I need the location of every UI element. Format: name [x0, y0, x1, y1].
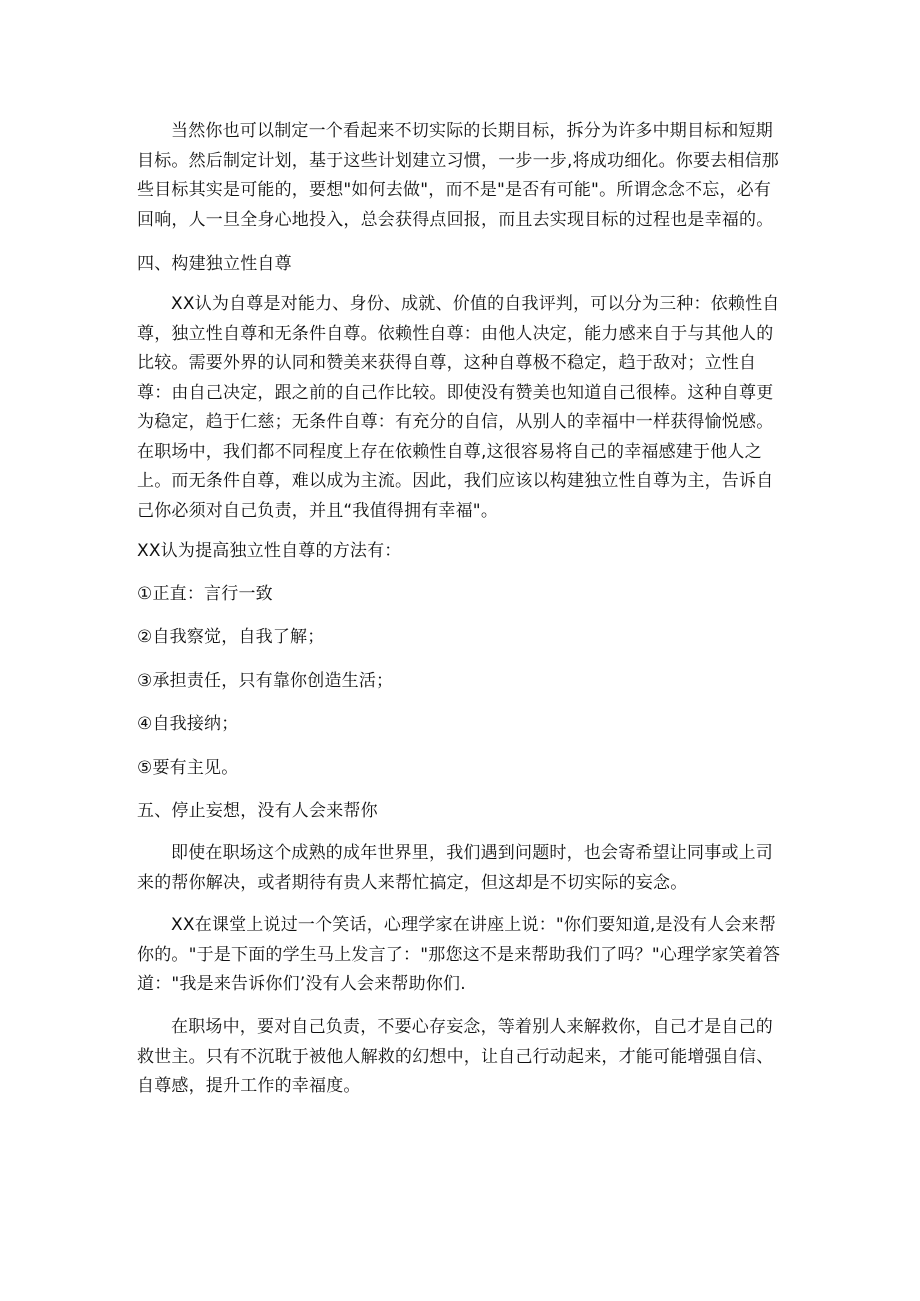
list-item: ③承担责任，只有靠你创造生活；: [137, 671, 394, 691]
paragraph-conclusion: 在职场中，要对自己负责，不要心存妄念，等着别人来解救你，自己才是自己的救世主。只有不沉耽于被他人解救的幻想中，让自己行动起来，才能可能增强自信、自尊感，提升工作的幸福度。: [137, 1017, 774, 1096]
section-heading-four: 四、构建独立性自尊: [137, 254, 292, 274]
paragraph-joke: XX在课堂上说过一个笑话，心理学家在讲座上说："你们要知道,是没有人会来帮你的。"于是下面的学生马上发言了："那您这不是来帮助我们了吗？"心理学家笑着答道："我是来告诉你们’没有人会来帮助你们.: [137, 915, 781, 994]
section-heading-five: 五、停止妄想，没有人会来帮你: [137, 801, 378, 821]
list-item: ④自我接纳；: [137, 714, 239, 734]
list-item: ①正直：言行一致: [137, 584, 273, 604]
paragraph-workplace: 即使在职场这个成熟的成年世界里，我们遇到问题时，也会寄希望让同事或上司来的帮你解决，或者期待有贵人来帮忙搞定，但这却是不切实际的妄念。: [137, 843, 773, 893]
paragraph-self-esteem: XX认为自尊是对能力、身份、成就、价值的自我评判，可以分为三种：依赖性自尊，独立性自尊和无条件自尊。依赖性自尊：由他人决定，能力感来自于与其他人的比较。需要外界的认同和赞美来获得自尊，这种自尊极不稳定，趋于敌对；立性自尊：由自己决定，跟之前的自己作比较。即使没有赞美也知道自己很棒。这种自尊更为稳定，趋于仁慈；无条件自尊：有充分的自信，从别人的幸福中一样获得愉悦感。在职场中，我们都不同程度上存在依赖性自尊,这很容易将自己的幸福感建于他人之上。而无条件自尊，难以成为主流。因此，我们应该以构建独立性自尊为主，告诉自己你必须对自己负责，并且“我值得拥有幸福"。: [137, 294, 780, 521]
list-item: ⑤要有主见。: [137, 758, 239, 778]
methods-intro: XX认为提高独立性自尊的方法有：: [137, 541, 402, 561]
paragraph-goals: 当然你也可以制定一个看起来不切实际的长期目标，拆分为许多中期目标和短期目标。然后制定计划，基于这些计划建立习惯，一步一步,将成功细化。你要去相信那些目标其实是可能的，要想"如何去做"，而不是"是否有可能"。所谓念念不忘，必有回响，人一旦全身心地投入，总会获得点回报，而且去实现目标的过程也是幸福的。: [137, 121, 780, 230]
list-item: ②自我察觉，自我了解；: [137, 627, 325, 647]
